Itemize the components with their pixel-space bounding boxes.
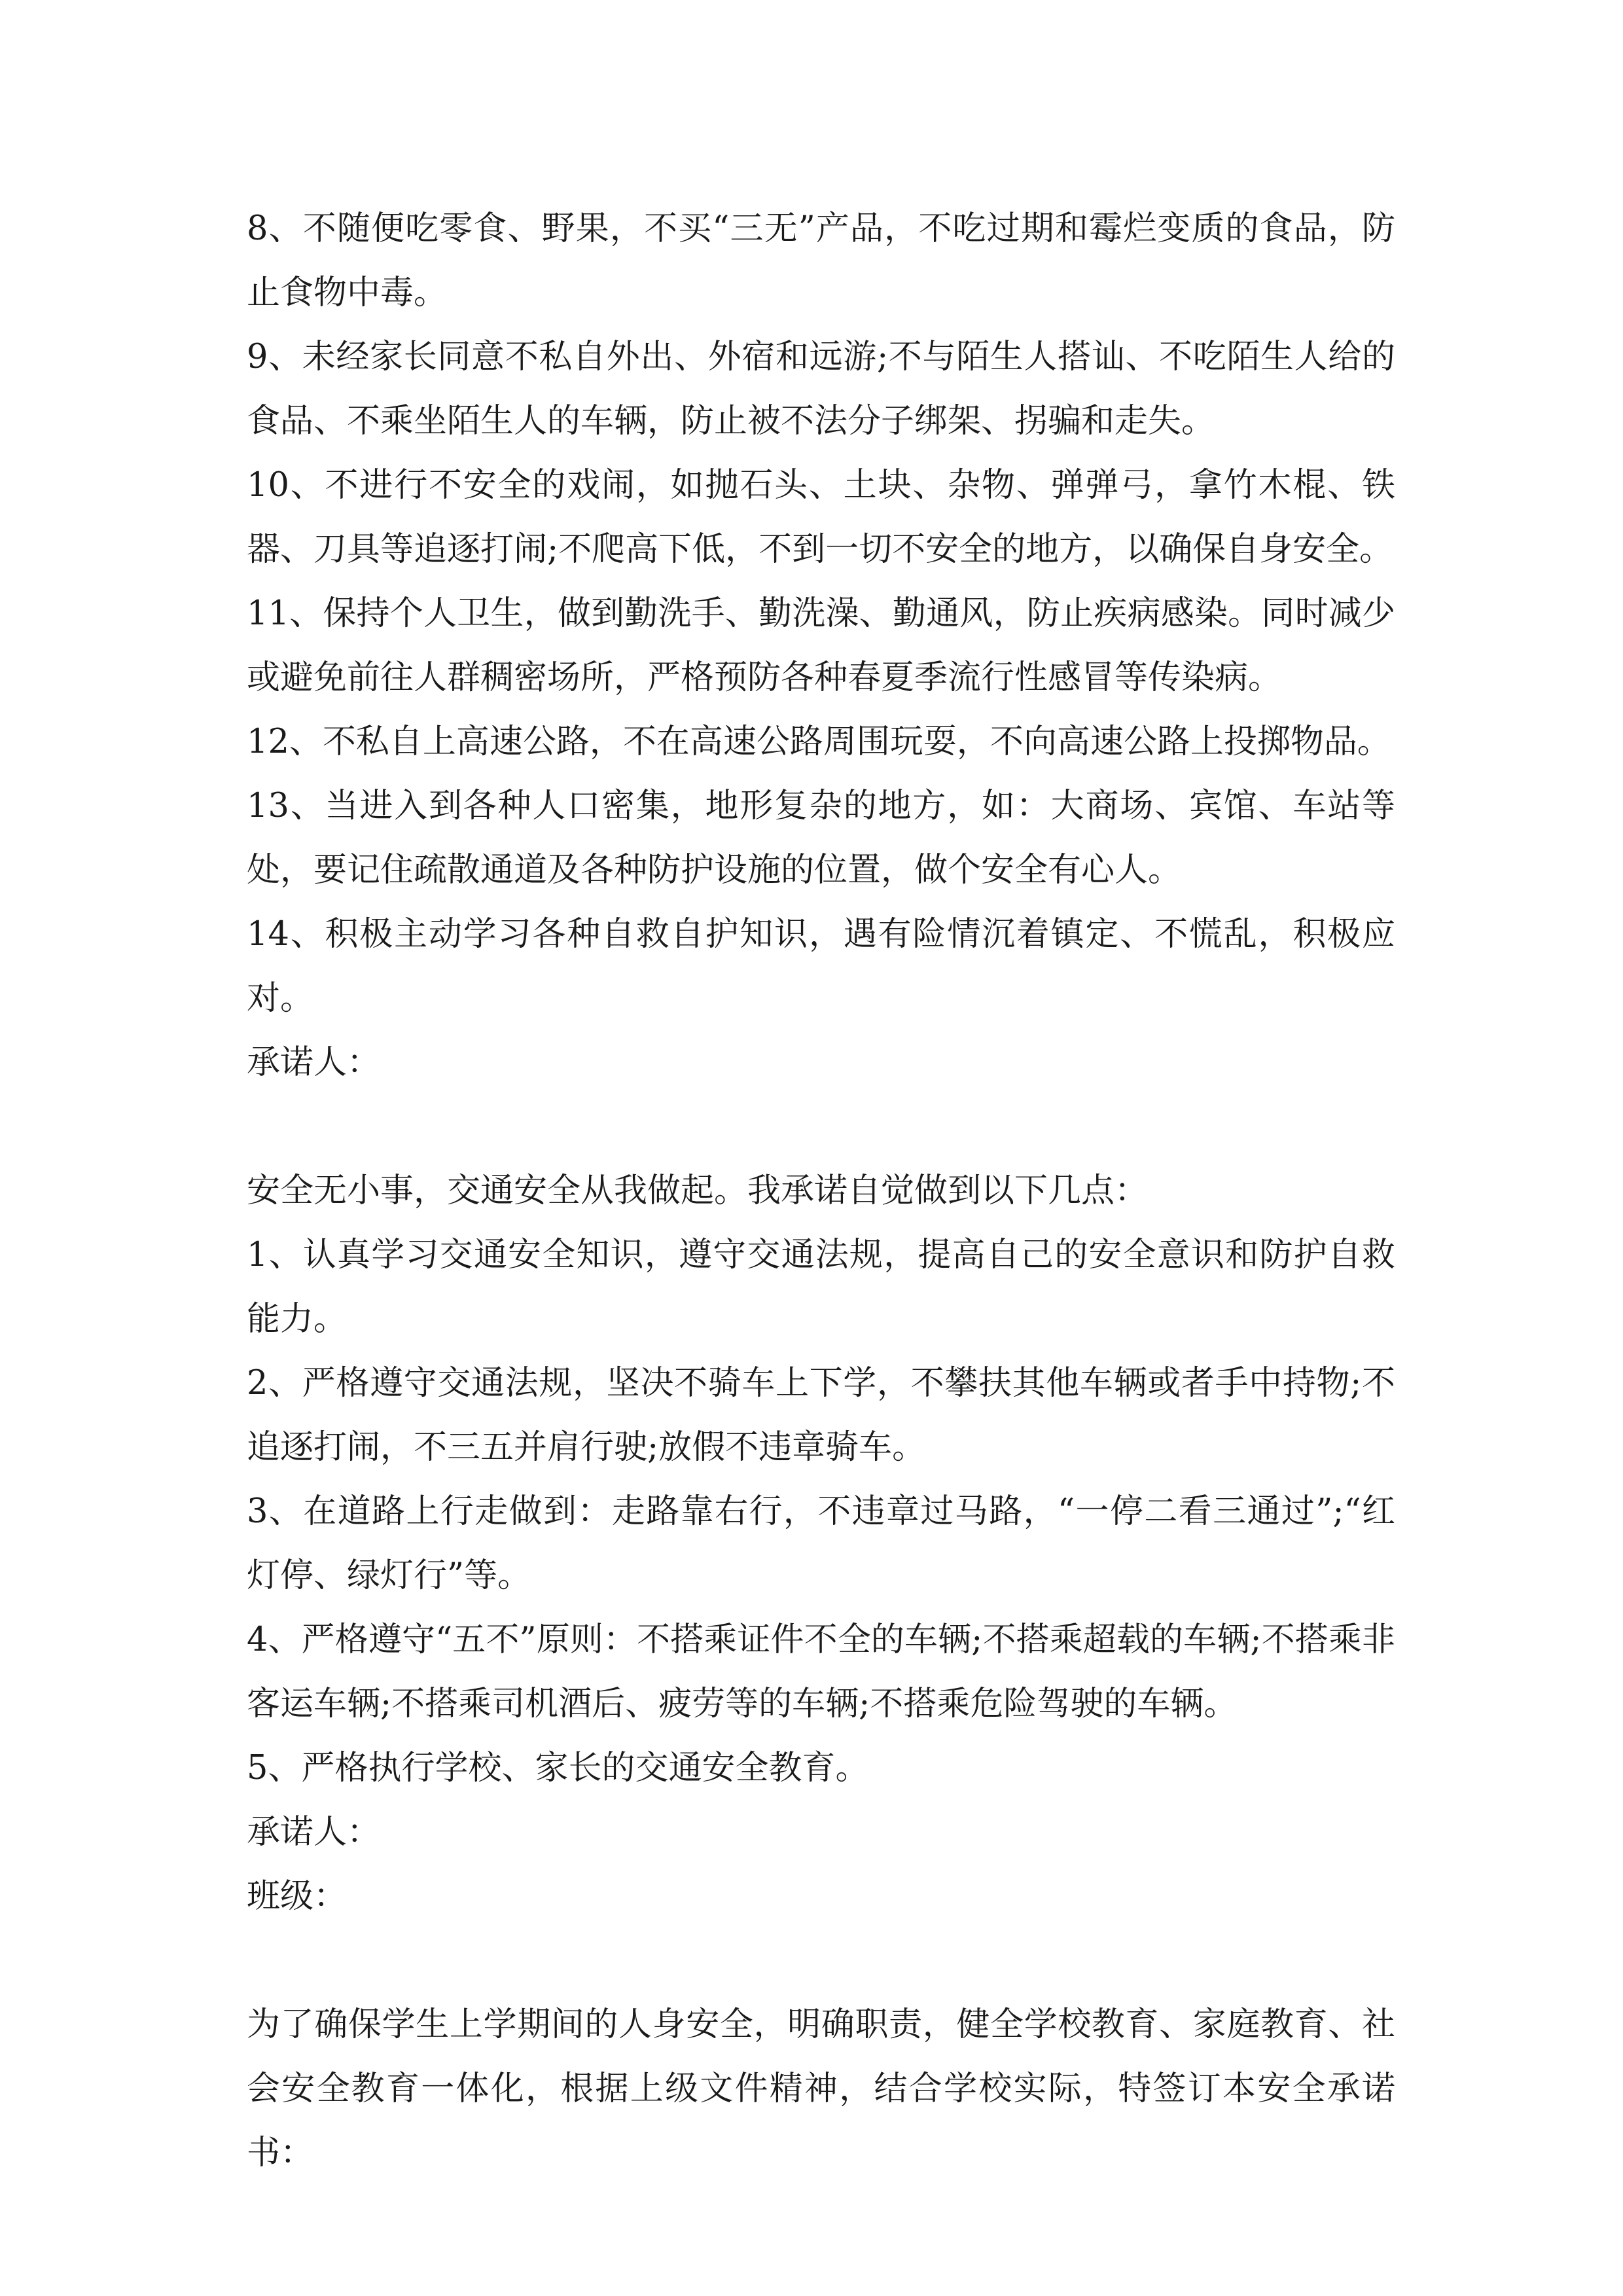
school-pledge-intro: 为了确保学生上学期间的人身安全，明确职责，健全学校教育、家庭教育、社会安全教育一体化，根据上级文件精神，结合学校实际，特签订本安全承诺书： [247, 2005, 1395, 2172]
traffic-item-5: 5、严格执行学校、家长的交通安全教育。 [247, 1749, 869, 1787]
traffic-intro: 安全无小事，交通安全从我做起。我承诺自觉做到以下几点： [247, 1172, 1149, 1210]
pledge-item-9: 9、未经家长同意不私自外出、外宿和远游;不与陌生人搭讪、不吃陌生人给的食品、不乘坐陌生人的车辆，防止被不法分子绑架、拐骗和走失。 [247, 338, 1395, 440]
section-school-pledge [247, 1993, 1395, 2185]
pledge-item-11: 11、保持个人卫生，做到勤洗手、勤洗澡、勤通风，防止疾病感染。同时减少或避免前往人群稠密场所，严格预防各种春夏季流行性感冒等传染病。 [247, 594, 1395, 697]
signer-label: 承诺人： [247, 1043, 381, 1082]
class-label: 班级： [247, 1877, 348, 1916]
section-gap [247, 1095, 1395, 1159]
traffic-item-4: 4、严格遵守“五不”原则：不搭乘证件不全的车辆;不搭乘超载的车辆;不搭乘非客运车辆;不搭乘司机酒后、疲劳等的车辆;不搭乘危险驾驶的车辆。 [247, 1621, 1395, 1723]
section-food-travel-safety [247, 197, 1395, 1095]
traffic-item-2: 2、严格遵守交通法规，坚决不骑车上下学，不攀扶其他车辆或者手中持物;不追逐打闹，不三五并肩行驶;放假不违章骑车。 [247, 1364, 1395, 1467]
section-traffic-safety [247, 1159, 1395, 1929]
pledge-item-14: 14、积极主动学习各种自救自护知识，遇有险情沉着镇定、不慌乱，积极应对。 [247, 915, 1395, 1018]
section-gap [247, 1929, 1395, 1993]
traffic-item-1: 1、认真学习交通安全知识，遵守交通法规，提高自己的安全意识和防护自救能力。 [247, 1236, 1395, 1338]
document-page [247, 197, 1395, 2185]
pledge-item-10: 10、不进行不安全的戏闹，如抛石头、土块、杂物、弹弹弓，拿竹木棍、铁器、刀具等追逐打闹;不爬高下低，不到一切不安全的地方，以确保自身安全。 [247, 466, 1395, 569]
pledge-item-8: 8、不随便吃零食、野果，不买“三无”产品，不吃过期和霉烂变质的食品，防止食物中毒。 [247, 209, 1395, 312]
pledge-item-12: 12、不私自上高速公路，不在高速公路周围玩耍，不向高速公路上投掷物品。 [247, 723, 1391, 761]
signer-label: 承诺人： [247, 1813, 381, 1852]
pledge-item-13: 13、当进入到各种人口密集，地形复杂的地方，如：大商场、宾馆、车站等处，要记住疏散通道及各种防护设施的位置，做个安全有心人。 [247, 787, 1395, 889]
traffic-item-3: 3、在道路上行走做到：走路靠右行，不违章过马路，“一停二看三通过”;“红灯停、绿灯行”等。 [247, 1492, 1395, 1595]
